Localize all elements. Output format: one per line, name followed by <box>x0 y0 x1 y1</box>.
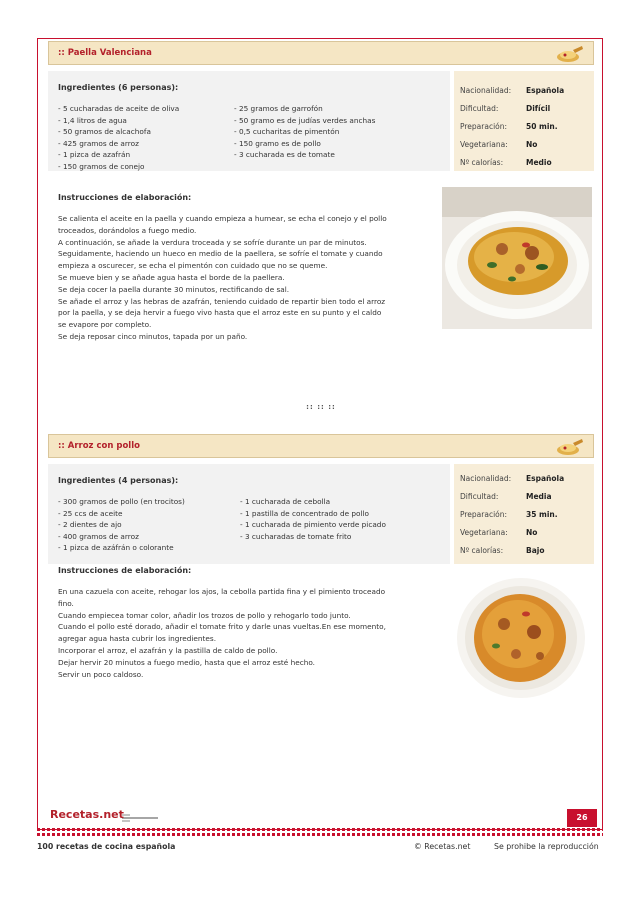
instruction-line: En una cazuela con aceite, rehogar los ajos, la cebolla partida fina y el pimiento troceado <box>58 587 386 596</box>
ingredient-item: - 3 cucharada es de tomate <box>234 150 335 160</box>
ingredient-item: - 400 gramos de arroz <box>58 531 139 541</box>
ingredient-item: - 150 gramos de conejo <box>58 161 145 171</box>
instruction-line: Dejar hervir 20 minutos a fuego medio, hasta que el arroz esté hecho. <box>58 657 316 667</box>
instructions-text <box>58 586 438 680</box>
info-value: Difícil <box>526 104 551 113</box>
info-label: Preparación: <box>460 122 508 131</box>
fork-icon <box>120 812 160 824</box>
recipe-info-box <box>454 464 594 564</box>
arroz-con-pollo-photo <box>456 574 586 702</box>
info-value: Medio <box>526 158 552 167</box>
recipe-title: :: Arroz con pollo <box>58 441 140 451</box>
ingredient-item: - 50 gramo es de judías verdes anchas <box>234 115 376 125</box>
instruction-line: Se calienta el aceite en la paella y cuando empieza a humear, se echa el conejo y el pollo <box>58 214 387 223</box>
instructions-text <box>58 213 438 343</box>
ingredient-item: - 1 cucharada de cebolla <box>240 497 331 506</box>
info-value: 35 min. <box>526 510 558 519</box>
dish-icon <box>555 44 585 64</box>
instruction-line: empieza a oscurecer, se echa el pimentón con cuidado que no se queme. <box>58 261 328 271</box>
dish-icon <box>555 437 585 457</box>
ingredient-item: - 25 gramos de garrofón <box>234 104 323 113</box>
ingredient-item: - 0,5 cucharitas de pimentón <box>234 127 340 137</box>
instruction-line: Se añade el arroz y las hebras de azafrán, teniendo cuidado de repartir bien todo el arroz <box>58 296 386 306</box>
ingredient-item: - 5 cucharadas de aceite de oliva <box>58 104 180 113</box>
instruction-line: fino. <box>58 598 74 608</box>
instruction-line: se evapore por completo. <box>58 320 152 330</box>
ingredient-item: - 1,4 litros de agua <box>58 115 127 125</box>
page-frame <box>37 38 603 830</box>
ingredient-item: - 50 gramos de alcachofa <box>58 127 151 137</box>
instruction-line: Servir un poco caldoso. <box>58 669 144 679</box>
instruction-line: Seguidamente, haciendo un hueco en medio de la paellera, se sofríe el tomate y cuando <box>58 249 383 259</box>
instructions-heading: Instrucciones de elaboración: <box>58 566 192 575</box>
ingredients-heading: Ingredientes (4 personas): <box>58 476 179 485</box>
ingredients-box <box>48 71 450 171</box>
info-label: Nacionalidad: <box>460 86 512 95</box>
ingredient-item: - 300 gramos de pollo (en trocitos) <box>58 497 185 506</box>
instruction-line: Cuando el pollo esté dorado, añadir el tomate frito y darle unas vueltas.En ese momento, <box>58 622 386 632</box>
ingredients-column-2 <box>240 496 386 542</box>
info-label: Dificultad: <box>460 492 499 501</box>
instructions-heading: Instrucciones de elaboración: <box>58 193 192 202</box>
rights-notice: Se prohibe la reproducción <box>494 842 599 851</box>
instruction-line: Cuando empiecea tomar color, añadir los trozos de pollo y rehogarlo todo junto. <box>58 610 351 620</box>
ingredients-box <box>48 464 450 564</box>
info-value: Española <box>526 86 565 95</box>
instruction-line: Se deja cocer la paella durante 30 minutos, rectificando de sal. <box>58 284 290 294</box>
info-value: Española <box>526 474 565 483</box>
recipe-title: :: Paella Valenciana <box>58 48 152 58</box>
ingredients-column-1 <box>58 496 185 554</box>
recipe-title-bar <box>48 41 594 65</box>
ingredient-item: - 425 gramos de arroz <box>58 138 139 148</box>
info-value: No <box>526 140 538 149</box>
info-label: Nº calorías: <box>460 546 504 555</box>
recipe-separator: :: :: :: <box>306 403 336 411</box>
ingredient-item: - 1 pastilla de concentrado de pollo <box>240 508 370 518</box>
instruction-line: troceados, dorándolos a fuego medio. <box>58 225 197 235</box>
info-value: 50 min. <box>526 122 558 131</box>
ingredient-item: - 1 pizca de azáfrán o colorante <box>58 543 174 553</box>
ingredients-column-2 <box>234 103 375 161</box>
info-label: Preparación: <box>460 510 508 519</box>
recipe-title-bar <box>48 434 594 458</box>
ingredient-item: - 1 pizca de azafrán <box>58 150 131 160</box>
book-title: 100 recetas de cocina española <box>37 842 176 851</box>
instruction-line: A continuación, se añade la verdura troceada y se sofríe durante un par de minutos. <box>58 237 367 247</box>
ingredient-item: - 25 ccs de aceite <box>58 508 123 518</box>
info-label: Vegetariana: <box>460 528 508 537</box>
ingredient-item: - 2 dientes de ajo <box>58 520 122 530</box>
instruction-line: por la paella, y se deja hervir a fuego vivo hasta que el arroz este en su punto y el caldo <box>58 308 382 318</box>
info-value: Bajo <box>526 546 545 555</box>
info-value: No <box>526 528 538 537</box>
instruction-line: Incorporar el arroz, el azafrán y la pastilla de caldo de pollo. <box>58 645 278 655</box>
recetas-logo: Recetas.net <box>50 808 124 821</box>
info-label: Nacionalidad: <box>460 474 512 483</box>
info-value: Media <box>526 492 552 501</box>
footer-divider <box>37 833 603 836</box>
page-number: 26 <box>567 809 597 827</box>
copyright: © Recetas.net <box>414 842 471 851</box>
instruction-line: agregar agua hasta cubrir los ingredientes. <box>58 634 217 644</box>
info-label: Nº calorías: <box>460 158 504 167</box>
ingredients-column-1 <box>58 103 179 173</box>
ingredient-item: - 3 cucharadas de tomate frito <box>240 531 352 541</box>
instruction-line: Se deja reposar cinco minutos, tapada por un paño. <box>58 331 248 341</box>
footer-divider <box>37 828 603 831</box>
info-label: Dificultad: <box>460 104 499 113</box>
ingredient-item: - 150 gramo es de pollo <box>234 138 321 148</box>
ingredients-heading: Ingredientes (6 personas): <box>58 83 179 92</box>
info-label: Vegetariana: <box>460 140 508 149</box>
recipe-info-box <box>454 71 594 171</box>
instruction-line: Se mueve bien y se añade agua hasta el borde de la paellera. <box>58 272 285 282</box>
ingredient-item: - 1 cucharada de pimiento verde picado <box>240 520 386 530</box>
paella-photo <box>442 187 592 329</box>
